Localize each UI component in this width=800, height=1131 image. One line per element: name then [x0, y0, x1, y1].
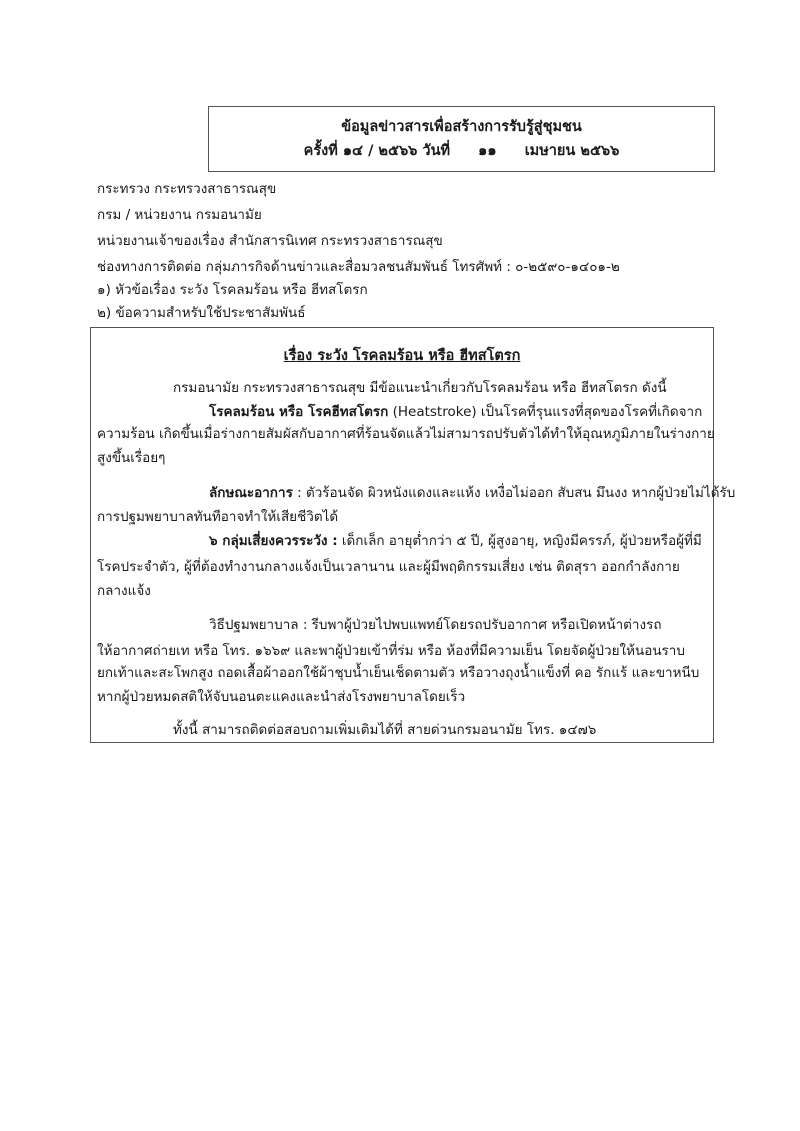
date-day: ๑๑ [478, 143, 497, 159]
owner-line: หน่วยงานเจ้าของเรื่อง สำนักสารนิเทศ กระทรวงสาธารณสุข [97, 233, 443, 249]
first-aid-line-3: ยกเท้าและสะโพกสูง ถอดเสื้อผ้าออกใช้ผ้าชุบน้ำเย็นเช็ดตามตัว หรือวางถุงน้ำแข็งที่ คอ รักแร้ และขาหนีบ [97, 665, 700, 681]
header-box [208, 106, 715, 172]
first-aid-line-2: ให้อากาศถ่ายเท หรือ โทร. ๑๖๖๙ และพาผู้ป่วยเข้าที่ร่ม หรือ ห้องที่มีความเย็น โดยจัดผู้ป่วยให้นอนราบ [97, 643, 685, 659]
header-issue-line [209, 141, 714, 161]
intro-paragraph: กรมอนามัย กระทรวงสาธารณสุข มีข้อแนะนำเกี่ยวกับโรคลมร้อน หรือ ฮีทสโตรก ดังนี้ [173, 380, 667, 396]
first-aid-line-4: หากผู้ป่วยหมดสติให้จับนอนตะแคงและนำส่งโรงพยาบาลโดยเร็ว [97, 689, 466, 705]
topic-line: ๑) หัวข้อเรื่อง ระวัง โรคลมร้อน หรือ ฮีทสโตรก [97, 282, 368, 298]
content-title: เรื่อง ระวัง โรคลมร้อน หรือ ฮีทสโตรก [283, 348, 521, 364]
symptom-term: ลักษณะอาการ [209, 485, 293, 501]
risk-line-3: กลางแจ้ง [97, 583, 151, 599]
definition-line-1 [209, 402, 702, 422]
date-month-year: เมษายน ๒๕๖๖ [524, 143, 620, 159]
closing-line: ทั้งนี้ สามารถติดต่อสอบถามเพิ่มเติมได้ที่ สายด่วนกรมอนามัย โทร. ๑๔๗๖ [173, 722, 597, 738]
ministry-line: กระทรวง กระทรวงสาธารณสุข [97, 181, 277, 197]
contact-line: ช่องทางการติดต่อ กลุ่มภารกิจด้านข่าวและสื่อมวลชนสัมพันธ์ โทรศัพท์ : ๐-๒๕๙๐-๑๔๐๑-๒ [97, 259, 620, 275]
symptom-text-1: : ตัวร้อนจัด ผิวหนังแดงและแห้ง เหงื่อไม่ออก สับสน มึนงง หากผู้ป่วยไม่ได้รับ [292, 485, 736, 501]
risk-term: ๖ กลุ่มเสี่ยงควรระวัง : [209, 533, 338, 549]
definition-term: โรคลมร้อน หรือ โรคฮีทสโตรก [209, 404, 389, 420]
date-label: วันที่ [422, 143, 451, 159]
risk-line-2: โรคประจำตัว, ผู้ที่ต้องทำงานกลางแจ้งเป็นเวลานาน และผู้มีพฤติกรรมเสี่ยง เช่น ติดสุรา ออกกำลังกาย [97, 559, 680, 575]
header-title: ข้อมูลข่าวสารเพื่อสร้างการรับรู้สู่ชุมชน [341, 119, 582, 135]
content-box [90, 327, 736, 743]
risk-text-1: เด็กเล็ก อายุต่ำกว่า ๕ ปี, ผู้สูงอายุ, หญิงมีครรภ์, ผู้ป่วยหรือผู้ที่มี [337, 533, 702, 549]
issue-label: ครั้งที่ [303, 143, 338, 159]
message-heading: ๒) ข้อความสำหรับใช้ประชาสัมพันธ์ [97, 305, 306, 321]
issue-number: ๑๔ / ๒๕๖๖ [342, 143, 418, 159]
department-line: กรม / หน่วยงาน กรมอนามัย [97, 207, 262, 223]
definition-text-1: (Heatstroke) เป็นโรคที่รุนแรงที่สุดของโรคที่เกิดจาก [388, 404, 703, 420]
symptom-line-2: การปฐมพยาบาลทันทีอาจทำให้เสียชีวิตได้ [97, 509, 339, 525]
definition-line-3: สูงขึ้นเรื่อยๆ [97, 450, 166, 466]
risk-line-1 [209, 531, 702, 551]
definition-line-2: ความร้อน เกิดขึ้นเมื่อร่างกายสัมผัสกับอากาศที่ร้อนจัดแล้วไม่สามารถปรับตัวได้ทำให้อุณหภูมิภายในร่างกาย [97, 426, 715, 442]
first-aid-line-1: วิธีปฐมพยาบาล : รีบพาผู้ป่วยไปพบแพทย์โดยรถปรับอากาศ หรือเปิดหน้าต่างรถ [209, 617, 662, 633]
symptom-line-1 [209, 483, 735, 503]
